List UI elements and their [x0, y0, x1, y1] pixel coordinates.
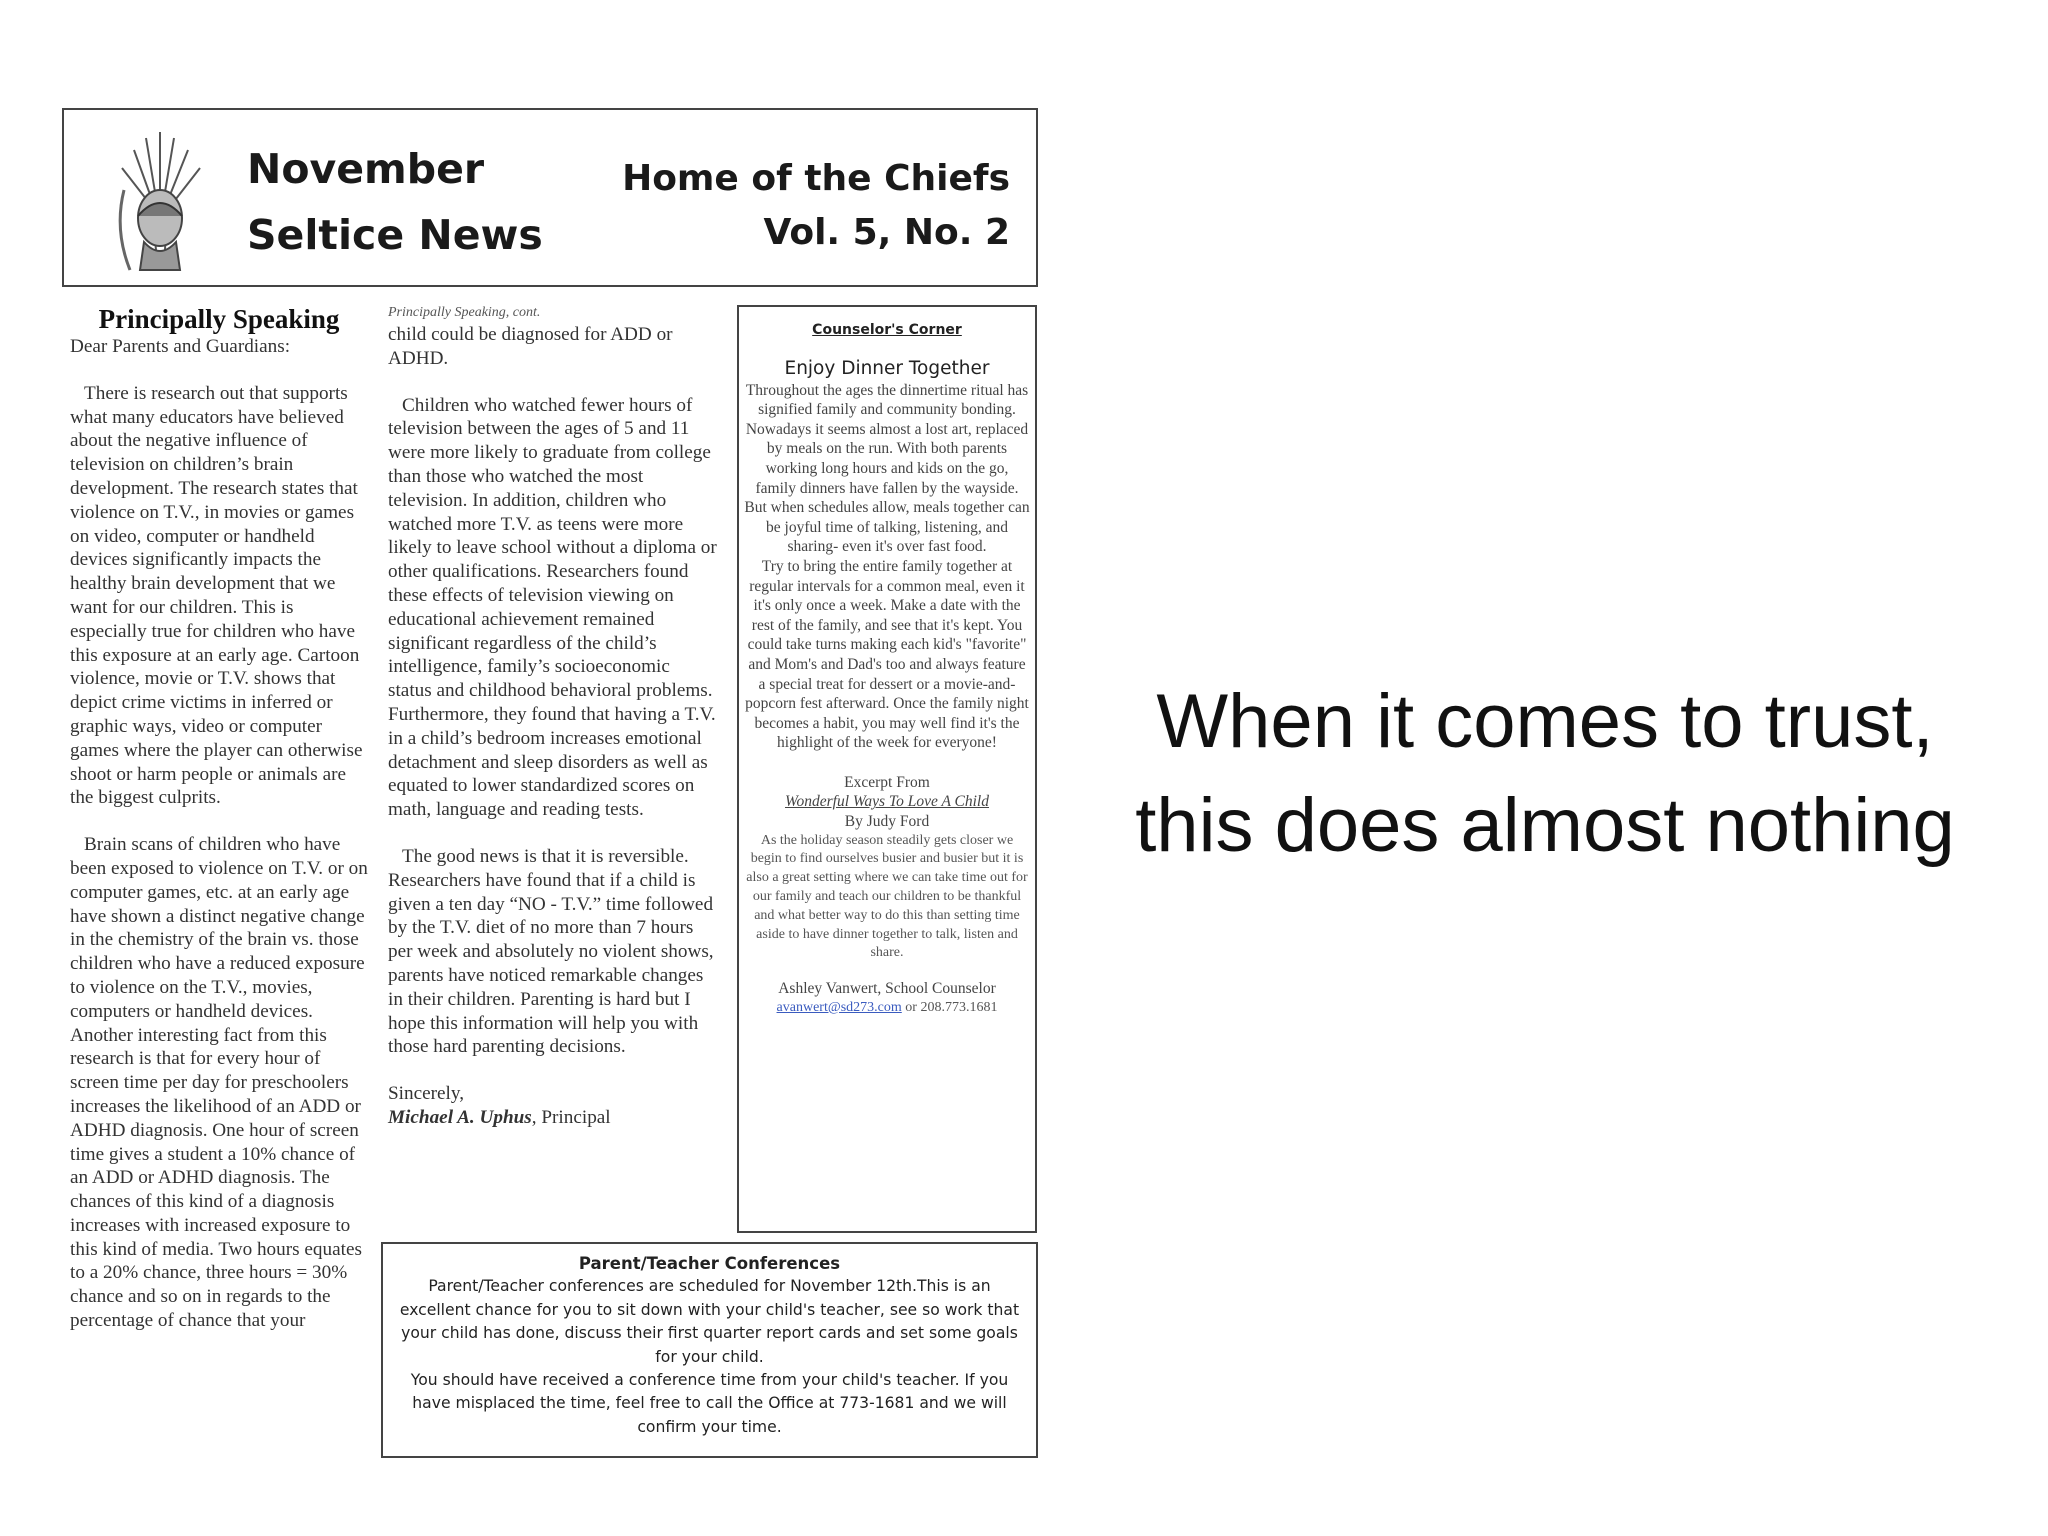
principal-paragraph-4: The good news is that it is reversible. Researchers have found that if a child is given a ten day “NO - T.V.” time followed by the T.V. diet of no more than 7 hours per week and absolutely no violent shows, parents have noticed remarkable changes in their children. Parenting is hard but I hope this information will help you with those hard parenting decisions.: [388, 845, 714, 1058]
principal-heading: Principally Speaking: [98, 304, 340, 334]
principal-signature-line: [388, 1106, 718, 1130]
conferences-paragraph-2: You should have received a conference time from your child's teacher. If you have misplaced the time, feel free to call the Office at 773-1681 and we will confirm your time.: [410, 1371, 1009, 1436]
principal-column-1: [70, 303, 368, 1333]
counselor-email-link[interactable]: avanwert@sd273.com: [776, 999, 902, 1015]
book-author: By Judy Ford: [844, 813, 930, 831]
counselor-paragraph-2: Try to bring the entire family together at regular intervals for a common meal, even it it's only once a week. Make a date with the rest of the family, and see that it's kept. You could take turns making each kid's "favorite" and Mom's and Dad's too and always feature a special treat for dessert or a movie-and-popcorn fest afterward. Once the family night becomes a habit, you may well find it's the highlight of the week for everyone!: [745, 557, 1029, 752]
volume-number: Vol. 5, No. 2: [763, 212, 1010, 253]
caption-line-1: When it comes to trust,: [1156, 679, 1934, 764]
counselor-contact: [744, 999, 1030, 1018]
issue-month: November: [247, 145, 485, 193]
principal-paragraph-1: There is research out that supports what many educators have believed about the negative influence of television on children’s brain development. The research states that violence on T.V., in movies or games on video, computer or handheld devices significantly impacts the healthy brain development that we want for our children. This is especially true for children who have this exposure at an early age. Cartoon violence, movie or T.V. shows that depict crime victims in inferred or graphic ways, video or computer games where the player can otherwise shoot or harm people or animals are the biggest culprits.: [70, 382, 363, 809]
newsletter-masthead: [62, 108, 1038, 287]
principal-signature: Michael A. Uphus: [388, 1106, 532, 1128]
counselor-heading: Counselor's Corner: [812, 322, 962, 338]
principal-role: , Principal: [531, 1106, 611, 1128]
principal-paragraph-2: Brain scans of children who have been exposed to violence on T.V. or on computer games, etc. at an early age have shown a distinct negative change in the chemistry of the brain vs. those children who have a reduced exposure to violence on the T.V., movies, computers or handheld devices. Another interesting fact from this research is that for every hour of screen time per day for preschoolers increases the likelihood of an ADD or ADHD diagnosis. One hour of screen time gives a student a 10% chance of an ADD or ADHD diagnosis. The chances of this kind of a diagnosis increases with increased exposure to this kind of media. Two hours equates to a 20% chance, three hours = 30% chance and so on in regards to the percentage of chance that your: [70, 834, 368, 1332]
counselors-corner-box: [737, 305, 1037, 1233]
counselor-signature: Ashley Vanwert, School Counselor: [778, 980, 996, 998]
conferences-heading: Parent/Teacher Conferences: [578, 1254, 841, 1273]
continued-label: Principally Speaking, cont.: [388, 305, 541, 320]
counselor-article-title: Enjoy Dinner Together: [784, 357, 990, 379]
excerpt-label: Excerpt From: [844, 773, 930, 791]
principal-paragraph-3: Children who watched fewer hours of television between the ages of 5 and 11 were more likely to graduate from college than those who watched the most television. In addition, children who watched more T.V. as teens were more likely to leave school without a diploma or other qualifications. Researchers found these effects of television viewing on educational achievement remained significant regardless of the child’s intelligence, family’s socioeconomic status and childhood behavioral problems. Furthermore, they found that having a T.V. in a child’s bedroom increases emotional detachment and sleep disorders as well as equated to lower standardized scores on math, language and reading tests.: [388, 394, 717, 821]
continued-paragraph: child could be diagnosed for ADD or ADHD.: [388, 324, 673, 369]
book-title: Wonderful Ways To Love A Child: [785, 793, 989, 811]
slide-caption: [1085, 670, 2005, 878]
caption-line-2: this does almost nothing: [1135, 783, 1955, 868]
school-tagline: Home of the Chiefs: [622, 158, 1010, 199]
book-quote: As the holiday season steadily gets closer we begin to find ourselves busier and busier but it is also a great setting where we can take time out for our family and teach our children to be thankful and what better way to do this than setting time aside to have dinner together to talk, listen and share.: [746, 832, 1028, 961]
salutation: Dear Parents and Guardians:: [70, 336, 291, 357]
conferences-paragraph-1: Parent/Teacher conferences are scheduled for November 12th.This is an excellent chance for you to sit down with your child's teacher, see so work that your child has done, discuss their first quarter report cards and set some goals for your child.: [399, 1277, 1020, 1366]
newsletter-name: Seltice News: [247, 211, 543, 259]
newsletter-title: [247, 136, 543, 268]
counselor-phone: or 208.773.1681: [901, 999, 998, 1015]
conferences-box: [381, 1242, 1038, 1458]
chief-headdress-logo: [94, 120, 224, 280]
counselor-paragraph-1: Throughout the ages the dinnertime ritual has signified family and community bonding. Nowadays it seems almost a lost art, replaced by meals on the run. With both parents working long hours and kids on the go, family dinners have fallen by the wayside. But when schedules allow, meals together can be joyful time of talking, listening, and sharing- even it's over fast food.: [744, 381, 1030, 556]
masthead-info: [622, 152, 1010, 260]
principal-column-2: [388, 303, 718, 1130]
closing: Sincerely,: [388, 1083, 465, 1105]
